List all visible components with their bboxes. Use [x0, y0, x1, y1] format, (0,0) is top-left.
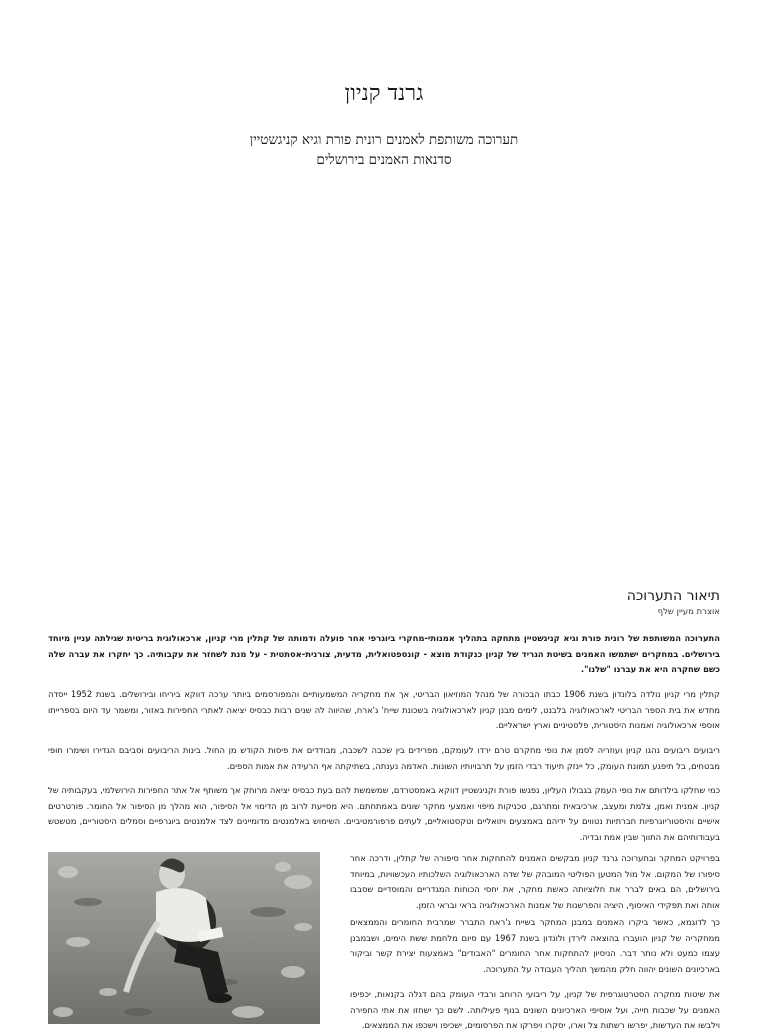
subtitle-line-venue: סדנאות האמנים בירושלים: [316, 152, 452, 168]
archival-photo: [48, 852, 320, 1024]
section-heading: תיאור התערוכה: [626, 588, 720, 604]
paragraph-artists: כמי שחלקו בילדותם את נופי העמק בגבולו העליון, נפגשו פורת וקניגשטיין דווקא באמסטרדם, שמשמשת להם בעת כבסיס יציאה מרוחק אך משותף אל אתר החפירות הירושלמי, בעקבותיה של קניון. אמנית ואמן, צלמת ומעצב, ארכיבאית ומתרגם, טכניקות מיפוי ואמצעי מחקר שונים באמתחתם. היא מסייעת לרוב מן הדימוי אל הסיפור, הוא מהלך מן הסיפור אל החומר. פורטרטים אישיים והיסטוריוגרפיות חברתיות נטווים על ידיהם באמצעים ויזואליים וטקסטואליים, לעתים פרפורמטיביים. השימוש באלמנטים מדומיינים לצד אלמנטים ביוגרפיים וסמלים היסטוריים, מטשטש בעבודותיהם את התווך שבין אמת ובדיה.: [48, 785, 720, 842]
paragraph-archives: כך לדוגמא, כאשר ביקרו האמנים במבנן המחקר בשייח ג'ראח התברר שמרבית החומרים והממצאים ממחקריה של קניון הועברו בהוצאה לירדן ולונדון בשנת 1967 עם סיום מלחמת ששת הימים, ושבמבנן עצמו כמעט ולא נותר דבר. הניסיון להתחקות אחר החומרים "האבודים" באמצעות יצירת קשר וביקור בארכיונים השונים יהווה חלק מהמשך תהליך העבודה על התערוכה.: [350, 917, 720, 974]
paragraph-biography: קתלין מרי קניון נולדה בלונדון בשנת 1906 כבתו הבכורה של מנהל המוזיאון הבריטי, אך את מחקריה המשמעותיים והמפורסמים ביותר ערכה דווקא ביריחו ובירושלים. בשנת 1952 ייסדה מחדש את בית הספר הבריטי לארכאולוגיה בלבנט, לימים מבנן קניון לארכאולוגיה בשכונת שייח' ג'ארח, שהיווה לה שנים רבות כבסיס יציאה לאתרי החפירות באזור, ומשמר עד היום בספרייתו אוספי ארכאולוגיה ואמנות היסטורית, פלסטיניים וארץ ישראליים.: [48, 689, 720, 730]
lead-paragraph: התערוכה המשותפת של רונית פורת וגיא קניגשטיין מתחקה בתהליך אמנותי-מחקרי ביוגרפי אחר פועלה ודמותה של קתלין מרי קניון, ארכאולוגית בריטית שגילתה עניין מיוחד בירושלים. במחקרים ישתמשו האמנים בשיטת הגריד של קניון כנקודת מוצא - קונספטואלית, מדעית, צורנית-אסתטית - על מנת לשחזר את עקבותיה. כך יחקרו את עברה שלה כשם שחקרה היא את עברנו "שלנו".: [48, 633, 720, 674]
paragraph-project: בפרויקט המחקר ובתערוכה גרנד קניון מבקשים האמנים להתחקות אחר סיפורה של קתלין, ודרכה אחר סיפורו של המקום. אל מול המטען הפוליטי המובהק של שדה הארכאולוגיה השלכותיו העכשוויות, במיוחד בירושלים, הם באים לברר את חלוציותה כאשת מחקר, את יחסי הכוחות המגדריים והמוסדיים שסבבו אותה ואת תפקידי האיסוף, היציה והפרשנות של אמנות הארכאולוגיה בראי ובראי הזמן.: [350, 853, 720, 910]
subtitle-line-exhibition: תערוכה משותפת לאמנים רונית פורת וגיא קניגשטיין: [249, 132, 519, 148]
page-title: גרנד קניון: [344, 81, 424, 106]
archival-photo-woman-excavating-icon: [48, 852, 320, 1024]
page-subtitle: [0, 130, 768, 170]
paragraph-methods: את שיטות מחקרה הסטרטוגרפית של קניון, על ריבועי הרוחב ורבדי העומק בהם דגלה בקנאות, יכפיפו האמנים על שכבות חייה, ועל אוסיפי הארכיונים השונים בנוף פעילותה. לשם כך ישחזו את אתי החפירה וילבשו את העדשות, יפרשו רשתות צל וארו, יסקרו ויפרקו את הפרסומים, ישכיפו וישכפו את הממצאים.: [350, 989, 720, 1030]
paragraph-grid-method: ריבועים ריבועים נהגו קניון ועוזריה לסמן את נופי מחקרם טרם ירדו לעומקם, מפרידים בין שכבה לשכבה, מבודדים את פיסות הקודש מן החול. בינות הריבועים וסביבם הגדירו ושימרו חופי מבטחים, בל תיפגע תמונת העומק, כל יינזק תיעוד רבדי הזמן על תרבויותיו השונות. האדמה נענתה, בשתיקתה אף הרעידה את אמות הספים.: [48, 745, 720, 771]
curator-credit: אוצרת מעיין שלף: [657, 607, 720, 617]
